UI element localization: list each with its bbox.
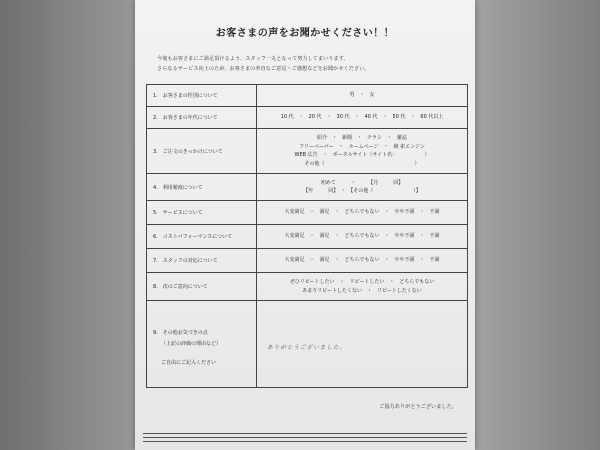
question-label: 4. 利用頻度について <box>147 174 257 201</box>
intro-line-1: 今後もお客さまにご満足頂けるよう、スタッフ一丸となって努力してまいります。 <box>157 56 349 62</box>
answer-options[interactable] <box>257 225 468 249</box>
background-left <box>0 0 140 450</box>
background-right <box>475 0 600 450</box>
question-label: 8. 次のご意向について <box>147 273 257 301</box>
table-row <box>147 225 468 249</box>
answer-line: 10 代 ・ 20 代 ・ 30 代 ・ 40 代 ・ 50 代 ・ 60 代以上 <box>280 114 444 121</box>
survey-sheet <box>135 0 475 450</box>
answer-line: フリーペーパー ・ ホームページ ・ 検 索エンジン <box>299 143 425 150</box>
answer-line: WEB 広告 ・ ポータルサイト（サイト名： ） <box>294 152 430 158</box>
table-row <box>147 174 468 201</box>
question-label: 7. スタッフの対応について <box>147 249 257 273</box>
question-label: 6. コストパフォーマンスについて <box>147 225 257 249</box>
q9-note-2: ご自由にご記入ください <box>161 359 217 366</box>
q9-label: 9. その他お気づきの点 <box>153 329 208 336</box>
table-row <box>147 85 468 107</box>
answer-line: 大変満足 ・ 満足 ・ どちらでもない ・ やや不満 ・ 不満 <box>284 257 440 264</box>
intro-line-2: さらなるサービス向上のため、お客さまの率直なご意見・ご感想などをお聞かせください。 <box>157 66 370 72</box>
table-row <box>147 249 468 273</box>
answer-line: あまりリピートしたくない ・ リピートしたくない <box>302 287 422 294</box>
answer-options[interactable] <box>257 107 468 129</box>
answer-options[interactable] <box>257 201 468 225</box>
footer-rule <box>143 433 467 434</box>
question-label <box>147 301 257 388</box>
free-comment-field[interactable] <box>257 301 468 388</box>
page-title: お客さまの声をお聞かせください！！ <box>215 28 395 39</box>
question-label: 1. お客さまの性別について <box>147 85 257 107</box>
answer-line: 大変満足 ・ 満足 ・ どちらでもない ・ やや不満 ・ 不満 <box>284 233 440 240</box>
answer-line: 男 ・ 女 <box>349 92 375 99</box>
footer-thanks: ご協力ありがとうございました。 <box>379 404 457 410</box>
answer-line: 紹介 ・ 新聞 ・ チラシ ・ 雑誌 <box>316 135 407 141</box>
answer-options[interactable] <box>257 129 468 174</box>
answer-line: 大変満足 ・ 満足 ・ どちらでもない ・ やや不満 ・ 不満 <box>284 209 440 216</box>
handwritten-comment: ありがとうございました。 <box>267 345 347 351</box>
answer-line: 【年 回】 ・ 【その他（ ）】 <box>303 188 421 194</box>
table-row <box>147 273 468 301</box>
question-label: 5. サービスについて <box>147 201 257 225</box>
answer-options[interactable] <box>257 273 468 301</box>
question-label: 2. お客さまの年代について <box>147 107 257 129</box>
answer-options[interactable] <box>257 174 468 201</box>
answer-line: 初めて ・ 【月 回】 <box>320 179 404 186</box>
table-row <box>147 129 468 174</box>
answer-line: その他（ ） <box>304 160 420 167</box>
answer-line: ぜひリピートしたい ・ リピートしたい ・ どちらでもない <box>289 279 435 285</box>
answer-options[interactable] <box>257 249 468 273</box>
answer-options[interactable] <box>257 85 468 107</box>
survey-table <box>146 84 468 388</box>
question-label: 3. ご注文のきっかけについて <box>147 129 257 174</box>
table-row <box>147 201 468 225</box>
table-row <box>147 301 468 388</box>
footer-rule <box>143 441 467 442</box>
table-row <box>147 107 468 129</box>
footer-rule <box>143 437 467 438</box>
q9-note: （上記の評価の理由など） <box>161 340 222 347</box>
